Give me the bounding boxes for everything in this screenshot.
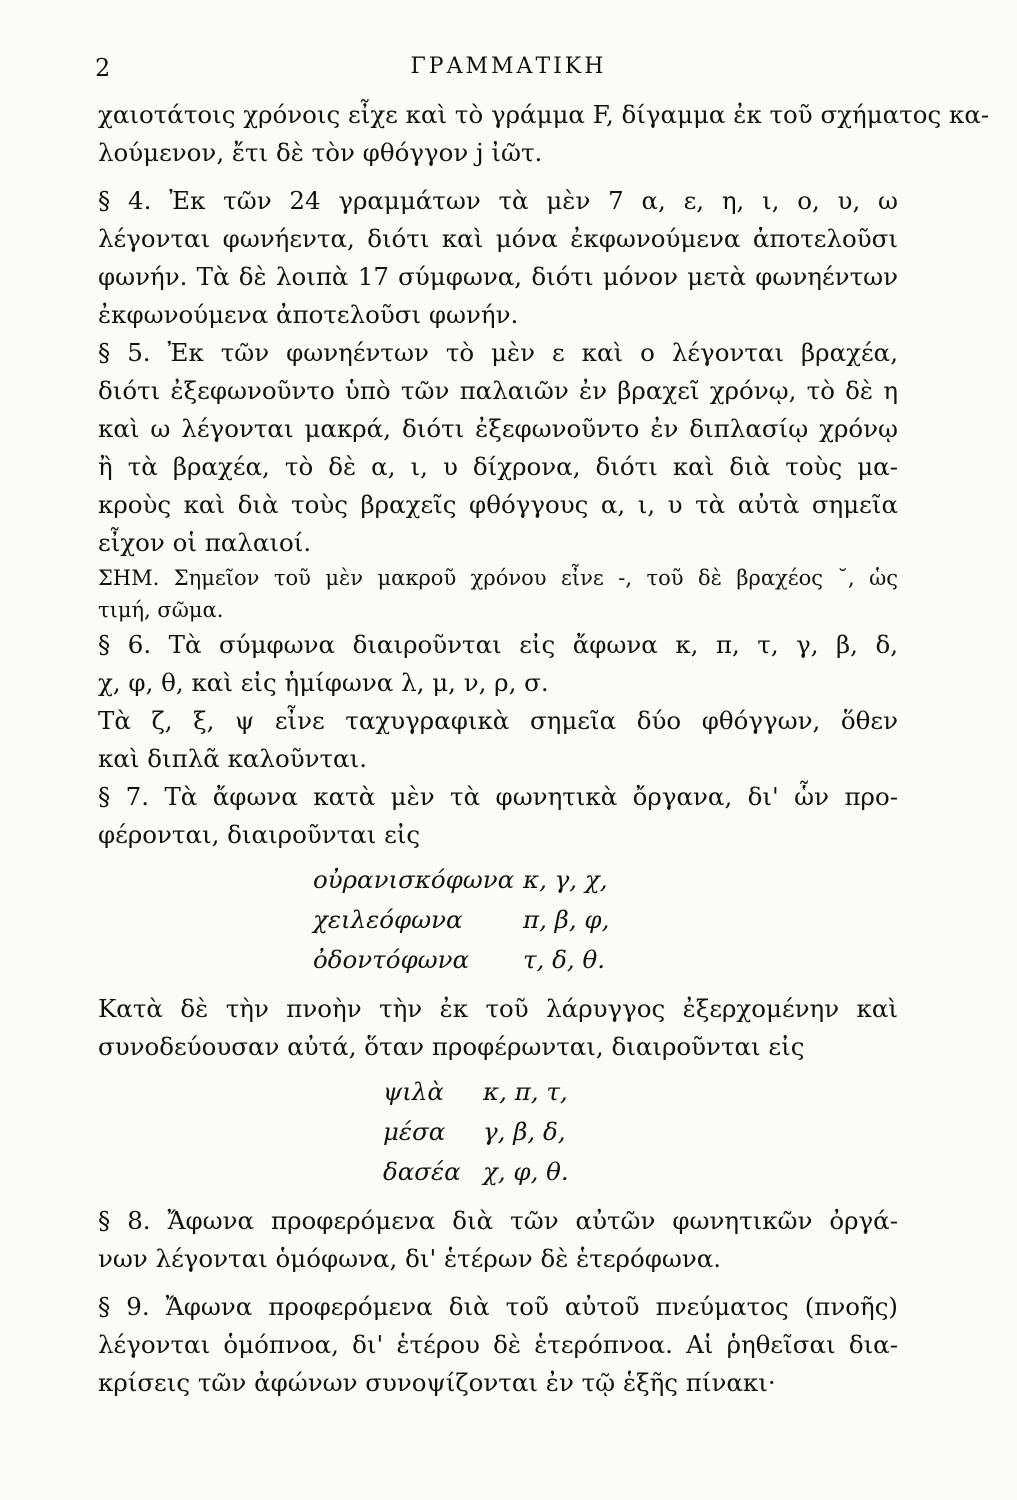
section-5-heading-line: § 5. Ἐκ τῶν φωνηέντων τὸ μὲν ε καὶ ο λέγονται βραχέα,	[98, 338, 898, 367]
breath-table	[98, 1072, 898, 1192]
table-term: δασέα	[383, 1157, 461, 1186]
paragraph-line: φέρονται, διαιροῦνται εἰς	[98, 820, 421, 849]
table-values: χ, φ, θ.	[483, 1157, 569, 1186]
note-line: τιμή, σῶμα.	[98, 598, 224, 622]
table-term: ψιλὰ	[383, 1077, 444, 1106]
note-line: ΣΗΜ. Σημεῖον τοῦ μὲν μακροῦ χρόνου εἶνε -, τοῦ δὲ βραχέος ˘, ὡς	[98, 566, 898, 590]
paragraph-line: διότι ἐξεφωνοῦντο ὑπὸ τῶν παλαιῶν ἐν βραχεῖ χρόνῳ, τὸ δὲ η	[98, 376, 898, 405]
articulation-table	[98, 860, 898, 980]
section-8-heading-line: § 8. Ἄφωνα προφερόμενα διὰ τῶν αὐτῶν φωνητικῶν ὀργά-	[98, 1206, 898, 1235]
paragraph-line: κρίσεις τῶν ἀφώνων συνοψίζονται ἐν τῷ ἑξῆς πίνακι·	[98, 1368, 776, 1397]
table-row	[98, 1072, 898, 1112]
paragraph-line: συνοδεύουσαν αὐτά, ὅταν προφέρωνται, διαιροῦνται εἰς	[98, 1032, 805, 1061]
paragraph-line: χαιοτάτοις χρόνοις εἶχε καὶ τὸ γράμμα F, δίγαμμα ἐκ τοῦ σχήματος κα-	[98, 100, 990, 129]
paragraph-line: εἶχον οἱ παλαιοί.	[98, 528, 312, 557]
paragraph-line: λέγονται ὁμόπνοα, δι' ἑτέρου δὲ ἑτερόπνοα. Αἱ ῥηθεῖσαι δια-	[98, 1330, 898, 1359]
section-7-heading-line: § 7. Τὰ ἄφωνα κατὰ μὲν τὰ φωνητικὰ ὄργανα, δι' ὧν προ-	[98, 782, 898, 811]
paragraph-line: φωνήν. Τὰ δὲ λοιπὰ 17 σύμφωνα, διότι μόνον μετὰ φωνηέντων	[98, 262, 898, 291]
paragraph-line: νων λέγονται ὁμόφωνα, δι' ἑτέρων δὲ ἑτερόφωνα.	[98, 1244, 722, 1273]
table-term: ὀδοντόφωνα	[313, 945, 470, 974]
table-term: χειλεόφωνα	[313, 905, 463, 934]
section-4-heading-line: § 4. Ἐκ τῶν 24 γραμμάτων τὰ μὲν 7 α, ε, η, ι, ο, υ, ω	[98, 186, 898, 215]
table-values: κ, π, τ,	[483, 1077, 568, 1106]
body-text	[98, 96, 990, 1402]
table-values: τ, δ, θ.	[523, 945, 605, 974]
section-9-heading-line: § 9. Ἄφωνα προφερόμενα διὰ τοῦ αὐτοῦ πνεύματος (πνοῆς)	[98, 1292, 898, 1321]
paragraph-line: κροὺς καὶ διὰ τοὺς βραχεῖς φθόγγους α, ι, υ τὰ αὐτὰ σημεῖα	[98, 490, 898, 519]
table-row	[98, 1152, 898, 1192]
paragraph-line: καὶ διπλᾶ καλοῦνται.	[98, 744, 367, 773]
page-number: 2	[95, 54, 111, 82]
table-term: μέσα	[383, 1117, 446, 1146]
paragraph-line: Τὰ ζ, ξ, ψ εἶνε ταχυγραφικὰ σημεῖα δύο φθόγγων, ὅθεν	[98, 706, 898, 735]
page-header	[0, 48, 1017, 88]
running-title: ΓΡΑΜΜΑΤΙΚΗ	[410, 54, 607, 79]
table-term: οὐρανισκόφωνα	[313, 865, 515, 894]
paragraph-line: χ, φ, θ, καὶ εἰς ἡμίφωνα λ, μ, ν, ρ, σ.	[98, 668, 549, 697]
section-6-heading-line: § 6. Τὰ σύμφωνα διαιροῦνται εἰς ἄφωνα κ, π, τ, γ, β, δ,	[98, 630, 898, 659]
table-values: π, β, φ,	[523, 905, 610, 934]
table-row	[98, 940, 898, 980]
table-row	[98, 860, 898, 900]
paragraph-line: ἐκφωνούμενα ἀποτελοῦσι φωνήν.	[98, 300, 519, 329]
table-values: κ, γ, χ,	[523, 865, 608, 894]
table-row	[98, 900, 898, 940]
paragraph-line: λούμενον, ἔτι δὲ τὸν φθόγγον j ἰῶτ.	[98, 138, 543, 167]
table-values: γ, β, δ,	[483, 1117, 566, 1146]
paragraph-line: καὶ ω λέγονται μακρά, διότι ἐξεφωνοῦντο ἐν διπλασίῳ χρόνῳ	[98, 414, 898, 443]
paragraph-line: ἢ τὰ βραχέα, τὸ δὲ α, ι, υ δίχρονα, διότι καὶ διὰ τοὺς μα-	[98, 452, 898, 481]
paragraph-line: Κατὰ δὲ τὴν πνοὴν τὴν ἐκ τοῦ λάρυγγος ἐξερχομένην καὶ	[98, 994, 898, 1023]
table-row	[98, 1112, 898, 1152]
paragraph-line: λέγονται φωνήεντα, διότι καὶ μόνα ἐκφωνούμενα ἀποτελοῦσι	[98, 224, 898, 253]
